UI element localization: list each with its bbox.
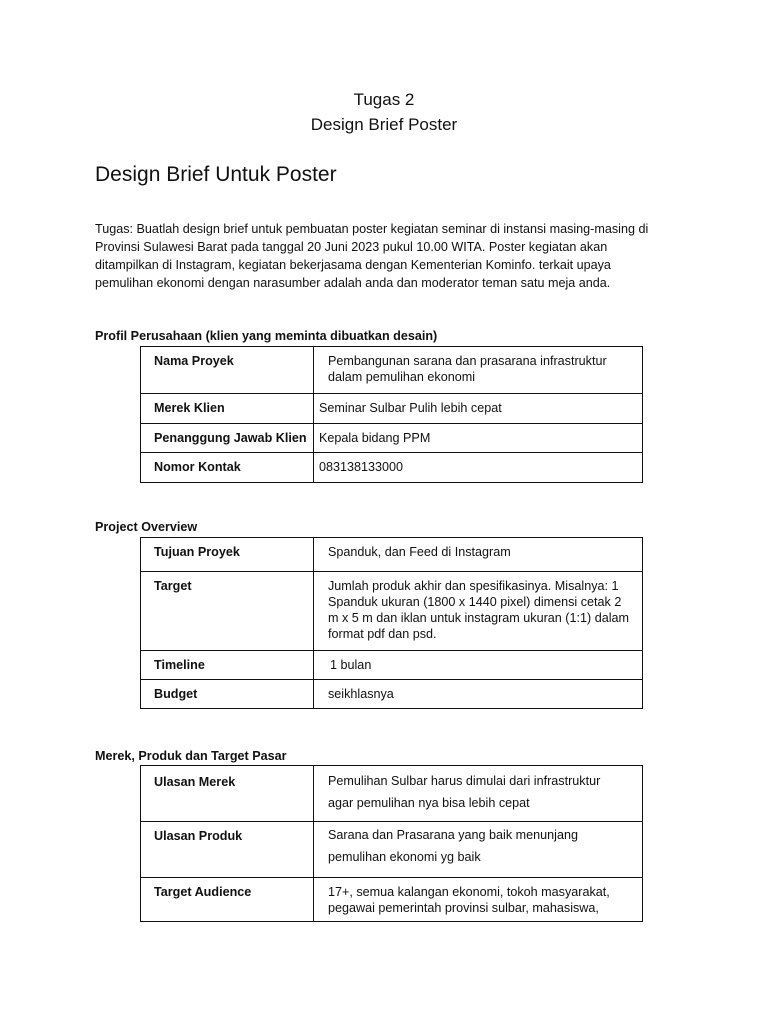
table-row bbox=[141, 822, 643, 878]
table-row bbox=[141, 680, 643, 709]
table-row bbox=[141, 347, 643, 394]
table-project-overview bbox=[140, 537, 643, 709]
row-label: Ulasan Produk bbox=[141, 822, 314, 878]
row-value: 083138133000 bbox=[314, 453, 643, 483]
table-row bbox=[141, 424, 643, 453]
row-value: 1 bulan bbox=[314, 651, 643, 680]
page-title: Design Brief Untuk Poster bbox=[95, 163, 337, 186]
row-label: Ulasan Merek bbox=[141, 766, 314, 822]
row-label: Target Audience bbox=[141, 878, 314, 922]
table-row bbox=[141, 766, 643, 822]
row-label: Penanggung Jawab Klien bbox=[141, 424, 314, 453]
assignment-number: Tugas 2 bbox=[353, 90, 415, 109]
row-value: seikhlasnya bbox=[314, 680, 643, 709]
table-row bbox=[141, 394, 643, 424]
section-heading-merek: Merek, Produk dan Target Pasar bbox=[95, 749, 287, 763]
row-value: Jumlah produk akhir dan spesifikasinya. Misalnya: 1 Spanduk ukuran (1800 x 1440 pixel) dimensi cetak 2 m x 5 m dan iklan untuk instagram ukuran (1:1) dalam format pdf dan psd. bbox=[314, 572, 643, 651]
table-row bbox=[141, 651, 643, 680]
table-row bbox=[141, 878, 643, 922]
row-label: Timeline bbox=[141, 651, 314, 680]
assignment-subtitle: Design Brief Poster bbox=[310, 115, 458, 134]
row-value: Seminar Sulbar Pulih lebih cepat bbox=[314, 394, 643, 424]
section-heading-profil: Profil Perusahaan (klien yang meminta dibuatkan desain) bbox=[95, 329, 438, 343]
row-label: Nomor Kontak bbox=[141, 453, 314, 483]
row-label: Tujuan Proyek bbox=[141, 538, 314, 572]
row-value: 17+, semua kalangan ekonomi, tokoh masyarakat, pegawai pemerintah provinsi sulbar, mahasiswa, bbox=[314, 878, 643, 922]
table-merek-produk bbox=[140, 765, 643, 922]
task-description: Tugas: Buatlah design brief untuk pembuatan poster kegiatan seminar di instansi masing-masing di Provinsi Sulawesi Barat pada tanggal 20 Juni 2023 pukul 10.00 WITA. Poster kegiatan akan ditampilkan di Instagram, kegiatan bekerjasama dengan Kementerian Kominfo. terkait upaya pemulihan ekonomi dengan narasumber adalah anda dan moderator teman satu meja anda. bbox=[95, 222, 649, 290]
section-heading-overview: Project Overview bbox=[95, 520, 198, 534]
table-row bbox=[141, 538, 643, 572]
row-label: Target bbox=[141, 572, 314, 651]
row-value: Kepala bidang PPM bbox=[314, 424, 643, 453]
row-label: Merek Klien bbox=[141, 394, 314, 424]
row-value: Sarana dan Prasarana yang baik menunjang pemulihan ekonomi yg baik bbox=[314, 822, 643, 878]
table-row bbox=[141, 572, 643, 651]
row-value: Spanduk, dan Feed di Instagram bbox=[314, 538, 643, 572]
row-value: Pembangunan sarana dan prasarana infrastruktur dalam pemulihan ekonomi bbox=[314, 347, 643, 394]
row-label: Budget bbox=[141, 680, 314, 709]
table-row bbox=[141, 453, 643, 483]
row-label: Nama Proyek bbox=[141, 347, 314, 394]
table-profil-perusahaan bbox=[140, 346, 643, 483]
row-value: Pemulihan Sulbar harus dimulai dari infrastruktur agar pemulihan nya bisa lebih cepat bbox=[314, 766, 643, 822]
